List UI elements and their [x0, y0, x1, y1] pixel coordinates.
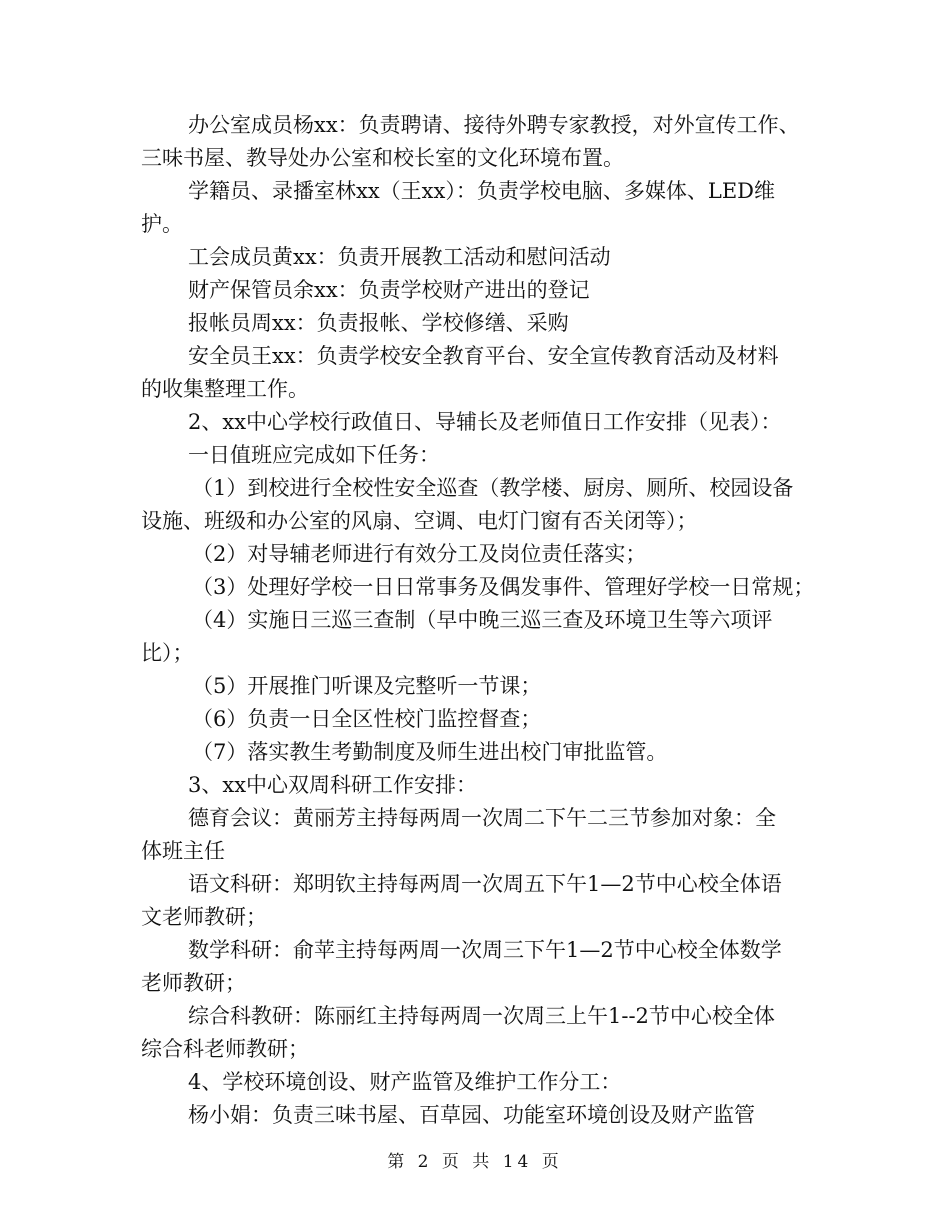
text-line: 德育会议：黄丽芳主持每两周一次周二下午二三节参加对象：全	[188, 806, 776, 830]
text-line: 的收集整理工作。	[141, 377, 309, 401]
text-line: 护。	[141, 212, 183, 236]
list-item: （7）落实教生考勤制度及师生进出校门审批监管。	[192, 740, 668, 764]
text-line: 语文科研：郑明钦主持每两周一次周五下午1—2节中心校全体语	[188, 872, 782, 896]
text-line: 学籍员、录播室林xx（王xx）：负责学校电脑、多媒体、LED维	[188, 179, 775, 203]
text-line: 设施、班级和办公室的风扇、空调、电灯门窗有否关闭等）；	[141, 509, 698, 533]
text-line: 综合科老师教研；	[141, 1037, 309, 1061]
text-line: 数学科研：俞苹主持每两周一次周三下午1—2节中心校全体数学	[188, 938, 782, 962]
text-line: 杨小娟：负责三味书屋、百草园、功能室环境创设及财产监管	[188, 1103, 755, 1127]
list-item: （4）实施日三巡三查制（早中晚三巡三查及环境卫生等六项评	[192, 608, 773, 632]
text-line: 工会成员黄xx：负责开展教工活动和慰问活动	[188, 245, 611, 269]
list-item: （2）对导辅老师进行有效分工及岗位责任落实；	[192, 542, 647, 566]
section-heading: 4、学校环境创设、财产监管及维护工作分工：	[188, 1070, 622, 1094]
section-heading: 2、xx中心学校行政值日、导辅长及老师值日工作安排（见表）：	[188, 410, 782, 434]
list-item: （3）处理好学校一日日常事务及偶发事件、管理好学校一日常规；	[192, 575, 815, 599]
text-line: 文老师教研；	[141, 905, 267, 929]
text-line: 一日值班应完成如下任务：	[188, 443, 440, 467]
text-line: 财产保管员余xx：负责学校财产进出的登记	[188, 278, 590, 302]
list-item: （5）开展推门听课及完整听一节课；	[192, 674, 542, 698]
section-heading: 3、xx中心双周科研工作安排：	[188, 773, 478, 797]
list-item: （6）负责一日全区性校门监控督查；	[192, 707, 542, 731]
text-line: 老师教研；	[141, 971, 246, 995]
text-line: 报帐员周xx：负责报帐、学校修缮、采购	[188, 311, 569, 335]
text-line: 办公室成员杨xx：负责聘请、接待外聘专家教授，对外宣传工作、	[188, 113, 800, 137]
text-line: 安全员王xx：负责学校安全教育平台、安全宣传教育活动及材料	[188, 344, 779, 368]
page-footer: 第 2 页 共 14 页	[387, 1152, 563, 1172]
text-line: 综合科教研：陈丽红主持每两周一次周三上午1--2节中心校全体	[188, 1004, 775, 1028]
text-line: 比）；	[141, 641, 194, 665]
list-item: （1）到校进行全校性安全巡查（教学楼、厨房、厕所、校园设备	[192, 476, 794, 500]
text-line: 三味书屋、教导处办公室和校长室的文化环境布置。	[141, 146, 624, 170]
text-line: 体班主任	[141, 839, 225, 863]
